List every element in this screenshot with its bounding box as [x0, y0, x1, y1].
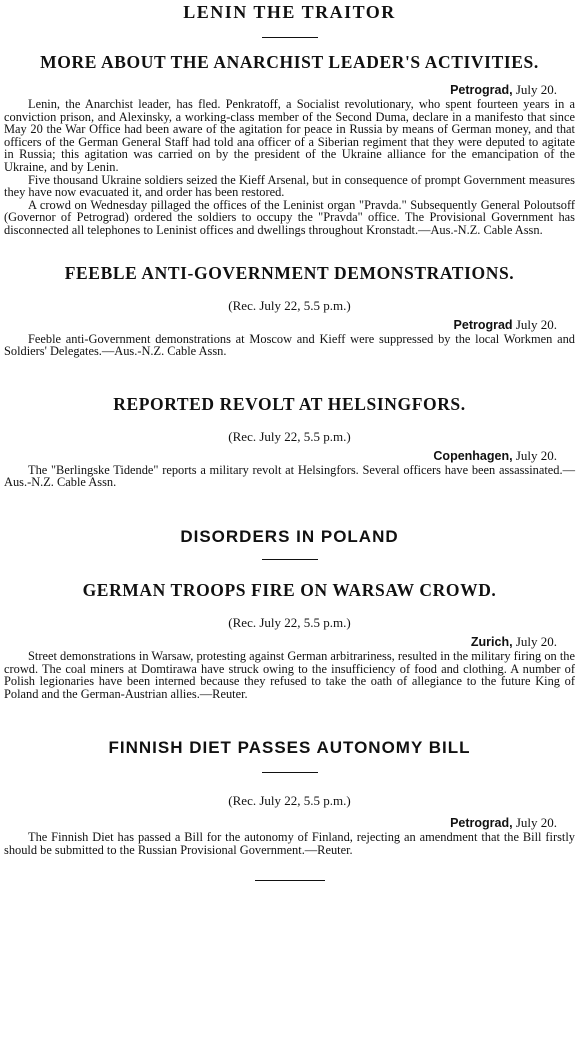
article-2-dateline — [4, 317, 575, 333]
article-3-received: (Rec. July 22, 5.5 p.m.) — [228, 428, 351, 444]
article-5-place: Petrograd, — [450, 816, 513, 831]
article-4-headline: GERMAN TROOPS FIRE ON WARSAW CROWD. — [82, 579, 497, 600]
article-2-received: (Rec. July 22, 5.5 p.m.) — [228, 297, 351, 313]
article-5-headline: FINNISH DIET PASSES AUTONOMY BILL — [108, 738, 471, 758]
article-4-place: Zurich, — [470, 634, 513, 649]
article-5-paragraph-1: The Finnish Diet has passed a Bill for the autonomy of Finland, rejecting an amendment that the Bill firstly should be submitted to the Russian Provisional Government.—Reuter. — [4, 830, 575, 857]
article-2-headline: FEEBLE ANTI-GOVERNMENT DEMONSTRATIONS. — [64, 262, 515, 283]
end-rule — [255, 880, 325, 881]
article-1-headline: MORE ABOUT THE ANARCHIST LEADER'S ACTIVITIES. — [40, 52, 539, 72]
article-3-place: Copenhagen, — [433, 448, 513, 463]
article-2-date: July 20. — [515, 316, 557, 332]
title-rule — [262, 37, 318, 38]
article-4-paragraph-1: Street demonstrations in Warsaw, protesting against German arbitrariness, resulted in the military firing on the crowd. The coal miners at Domtirawa have struck owing to the insufficiency of food and clothing. A number of Polish legionaries have been interned because they refused to take the oath of allegiance to the future King of Poland and the German-Austrian allies.—Reuter. — [4, 648, 575, 701]
article-1-place: Petrograd, — [450, 83, 513, 97]
section-rule — [262, 559, 318, 560]
article-1-paragraph-3: A crowd on Wednesday pillaged the offices of the Leninist organ "Pravda." Subsequently General Poloutsoff (Governor of Petrograd) ordered the soldiers to occupy the "Pravda" office. The Provisional Government has disconnected all telephones to Leninist offices and dwellings throughout Kronstadt.—Aus.-N.Z. Cable Assn. — [4, 197, 575, 237]
section-title-poland: DISORDERS IN POLAND — [180, 526, 399, 546]
article-5-dateline — [4, 815, 575, 831]
article-3-headline: REPORTED REVOLT AT HELSINGFORS. — [113, 393, 466, 414]
article-2-paragraph-1: Feeble anti-Government demonstrations at Moscow and Kieff were suppressed by the local Workmen and Soldiers' Delegates.—Aus.-N.Z. Cable Assn. — [4, 331, 575, 359]
article-5-rule — [262, 772, 318, 773]
article-3-dateline — [4, 448, 575, 464]
article-4-dateline — [4, 634, 575, 650]
article-1-paragraph-1: Lenin, the Anarchist leader, has fled. Penkratoff, a Socialist revolutionary, who spent fourteen years in a conviction prison, and Alexinsky, a working-class member of the Second Duma, declare in a manifesto that since May 20 the War Office had been aware of the agitation for peace in Russia by means of German money, and that officers of the German General Staff had told ana officer of a Siberian regiment that they were deputed to agitate in Russia; this agitation was carried on by the president of the Ukraine alliance for the emancipation of the Ukraine, and by Lenin. — [4, 97, 575, 174]
article-4-date: July 20. — [515, 633, 557, 649]
article-5-received: (Rec. July 22, 5.5 p.m.) — [228, 793, 351, 809]
article-1-dateline — [4, 82, 575, 98]
article-2-place: Petrograd — [453, 317, 513, 332]
article-5-date: July 20. — [515, 815, 557, 831]
article-1-date: July 20. — [515, 82, 557, 97]
article-1-paragraph-2: Five thousand Ukraine soldiers seized the Kieff Arsenal, but in consequence of prompt Government measures they have now evacuated it, and order has been restored. — [4, 172, 575, 200]
article-3-date: July 20. — [515, 447, 557, 463]
article-3-paragraph-1: The "Berlingske Tidende" reports a military revolt at Helsingfors. Several officers have been assassinated.—Aus.-N.Z. Cable Assn. — [4, 462, 575, 490]
article-4-received: (Rec. July 22, 5.5 p.m.) — [228, 614, 351, 630]
page-title: LENIN THE TRAITOR — [183, 2, 396, 22]
